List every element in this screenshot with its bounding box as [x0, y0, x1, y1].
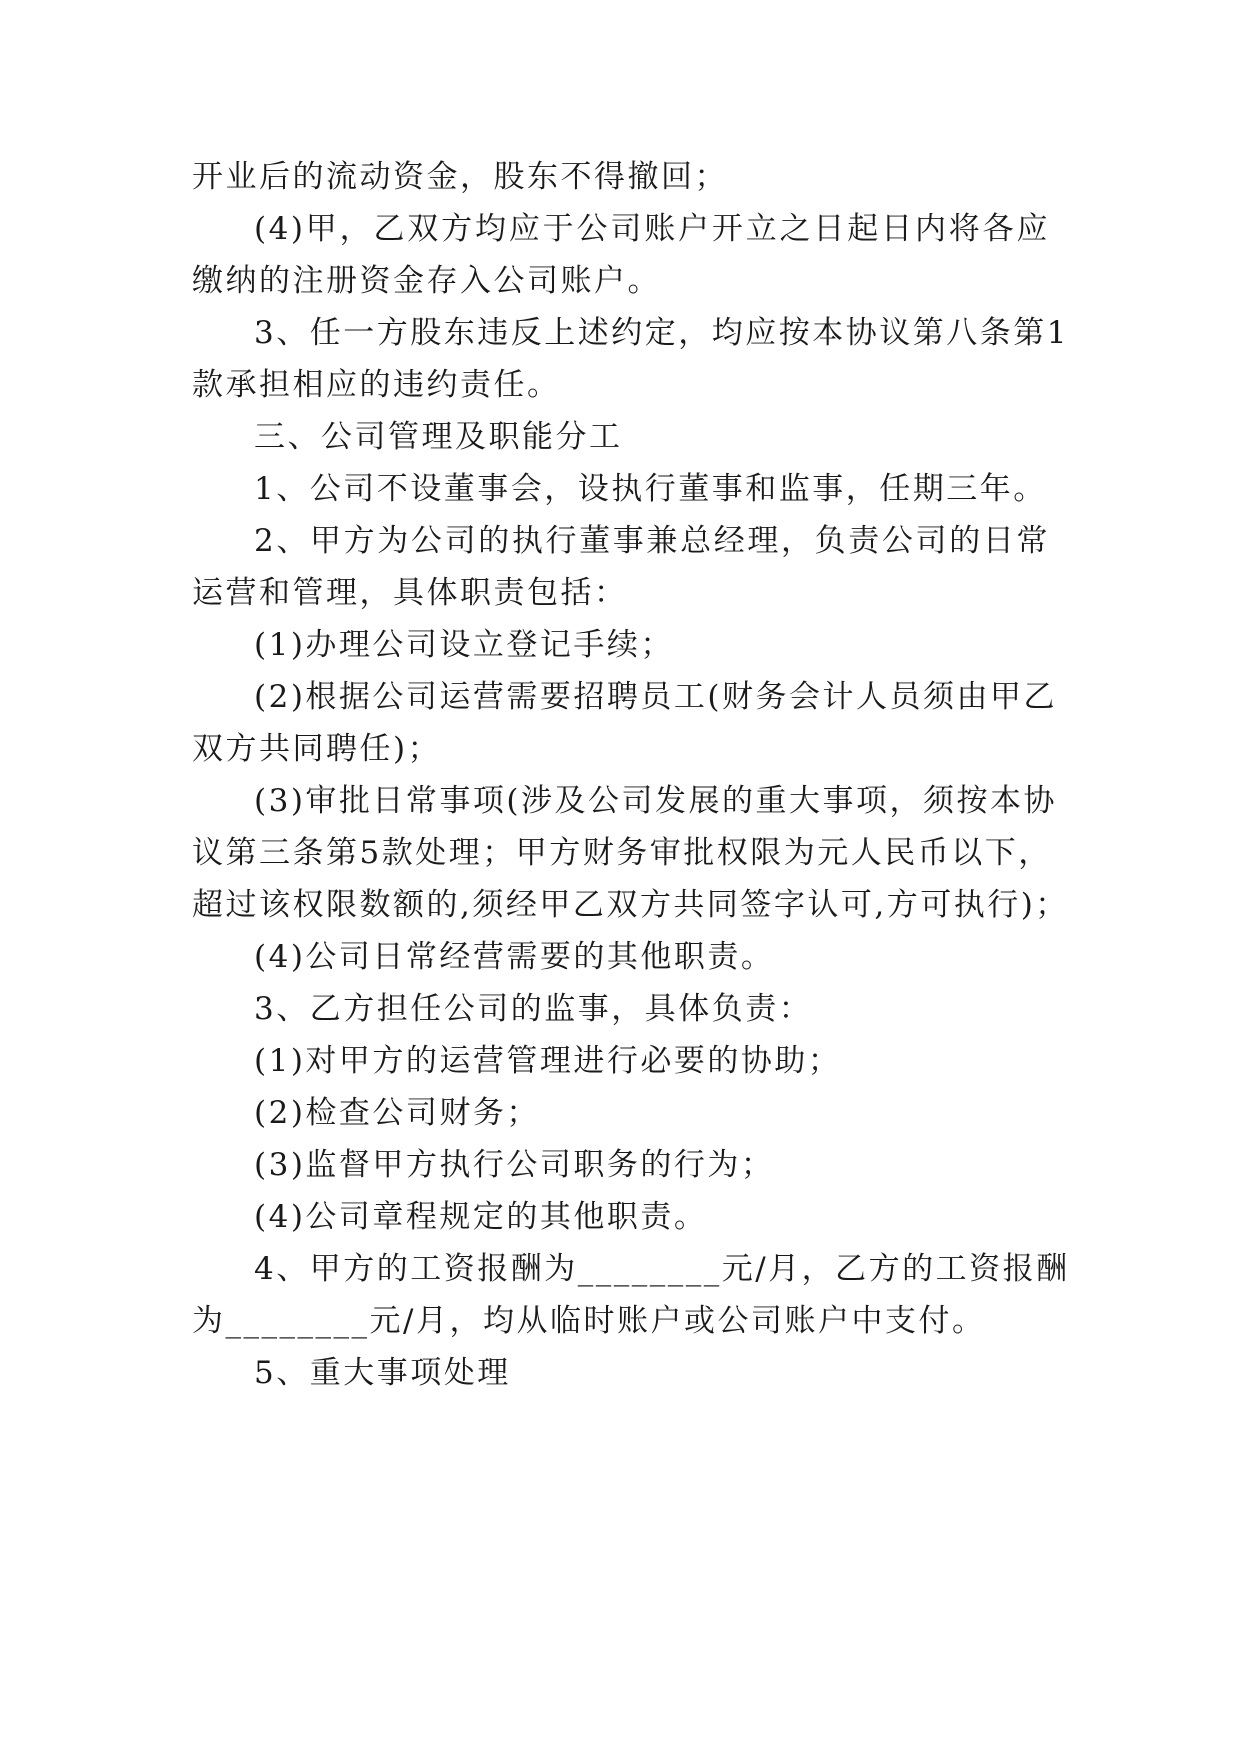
list-item-continuation: 双方共同聘任)；	[192, 731, 442, 767]
list-item: (2)根据公司运营需要招聘员工(财务会计人员须由甲乙	[254, 679, 1058, 715]
list-item: (2)检查公司财务；	[254, 1095, 540, 1131]
paragraph-line: 5、重大事项处理	[254, 1355, 511, 1391]
section-heading: 三、公司管理及职能分工	[254, 419, 623, 455]
paragraph-line: 2、甲方为公司的执行董事兼总经理，负责公司的日常	[254, 523, 1050, 559]
paragraph-line: 1、公司不设董事会，设执行董事和监事，任期三年。	[254, 471, 1047, 507]
paragraph-line: 运营和管理，具体职责包括：	[192, 575, 628, 611]
paragraph-line: 开业后的流动资金，股东不得撤回；	[192, 159, 728, 195]
list-item: (4)公司章程规定的其他职责。	[254, 1199, 708, 1235]
paragraph-line: 缴纳的注册资金存入公司账户。	[192, 263, 661, 299]
list-item-continuation: 议第三条第5款处理；甲方财务审批权限为元人民币以下，	[192, 835, 1052, 871]
list-item: (1)办理公司设立登记手续；	[254, 627, 674, 663]
list-item-continuation: 超过该权限数额的,须经甲乙双方共同签字认可,方可执行)；	[192, 887, 1069, 923]
paragraph-line: 3、任一方股东违反上述约定，均应按本协议第八条第1	[254, 315, 1069, 351]
list-item: (4)公司日常经营需要的其他职责。	[254, 939, 775, 975]
paragraph-line: (4)甲，乙双方均应于公司账户开立之日起日内将各应	[254, 211, 1050, 247]
paragraph-line: 3、乙方担任公司的监事，具体负责：	[254, 991, 813, 1027]
paragraph-line: 款承担相应的违约责任。	[192, 367, 561, 403]
paragraph-line: 4、甲方的工资报酬为________元/月，乙方的工资报酬	[254, 1251, 1070, 1287]
list-item: (1)对甲方的运营管理进行必要的协助；	[254, 1043, 842, 1079]
paragraph-line: 为________元/月，均从临时账户或公司账户中支付。	[192, 1303, 986, 1339]
list-item: (3)监督甲方执行公司职务的行为；	[254, 1147, 775, 1183]
list-item: (3)审批日常事项(涉及公司发展的重大事项，须按本协	[254, 783, 1058, 819]
